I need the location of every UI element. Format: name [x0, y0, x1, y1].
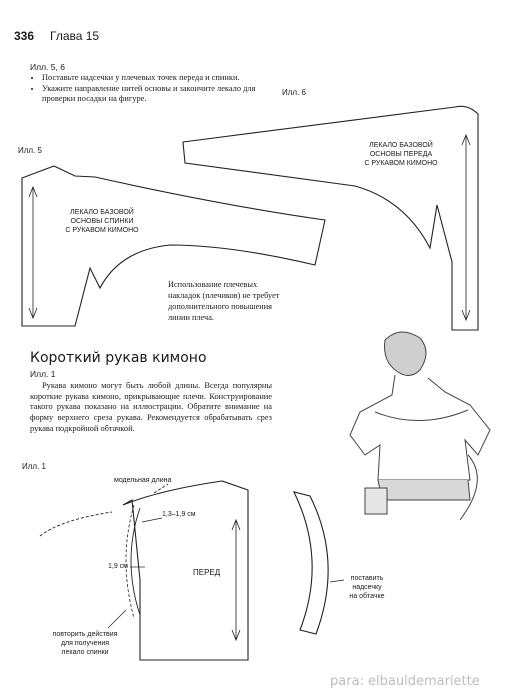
- bullet-item: • Укажите направление нитей основы и закончите лекало для проверки посадки на фигуре.: [42, 84, 258, 105]
- fig6-label: Илл. 6: [282, 88, 306, 97]
- figure-ref-top: Илл. 5, 6: [30, 62, 65, 72]
- front-pattern-label: ЛЕКАЛО БАЗОВОЙ ОСНОВЫ ПЕРЕДА С РУКАВОМ КИМОНО: [364, 142, 438, 167]
- fashion-illustration: [350, 332, 490, 520]
- kimono-paragraph: Рукава кимоно могут быть любой длины. Всегда популярны короткие рукава кимоно, прикрывающие плечи. Конструирование такого рукава показано на иллюстрации. Обратите внимание на форму верхнего среза рукава. Рекомендуется обрабатывать срез рукава подкройной обтачкой.: [30, 381, 272, 433]
- measure-label-2: 1,9 см: [108, 563, 128, 570]
- chapter-title: Глава 15: [50, 29, 100, 43]
- front-label: ПЕРЕД: [193, 568, 221, 577]
- section-title: Короткий рукав кимоно: [30, 350, 207, 366]
- bullet-item: • Поставьте надсечки у плечевых точек переда и спинки.: [42, 73, 258, 84]
- fig5-label: Илл. 5: [18, 146, 42, 155]
- shoulder-pad-note: Использование плечевых накладок (плечиков) не требует дополнительного повышения линии плеча.: [168, 280, 280, 322]
- repeat-note: повторить действия для получения лекало спинки: [52, 631, 118, 656]
- figure-ref-kimono: Илл. 1: [30, 369, 56, 379]
- measure-label-1: 1,3–1,9 см: [162, 511, 196, 518]
- fig1-label: Илл. 1: [22, 462, 46, 471]
- watermark: para: elbauldemariette: [330, 674, 480, 689]
- facing-piece: [294, 492, 328, 634]
- back-pattern-label: ЛЕКАЛО БАЗОВОЙ ОСНОВЫ СПИНКИ С РУКАВОМ КИМОНО: [65, 209, 139, 234]
- notch-note: поставить надсечку на обтачке: [349, 575, 385, 600]
- page-number: 336: [14, 29, 35, 43]
- model-length-label: модельная длина: [114, 477, 172, 484]
- short-sleeve-front: [123, 481, 248, 660]
